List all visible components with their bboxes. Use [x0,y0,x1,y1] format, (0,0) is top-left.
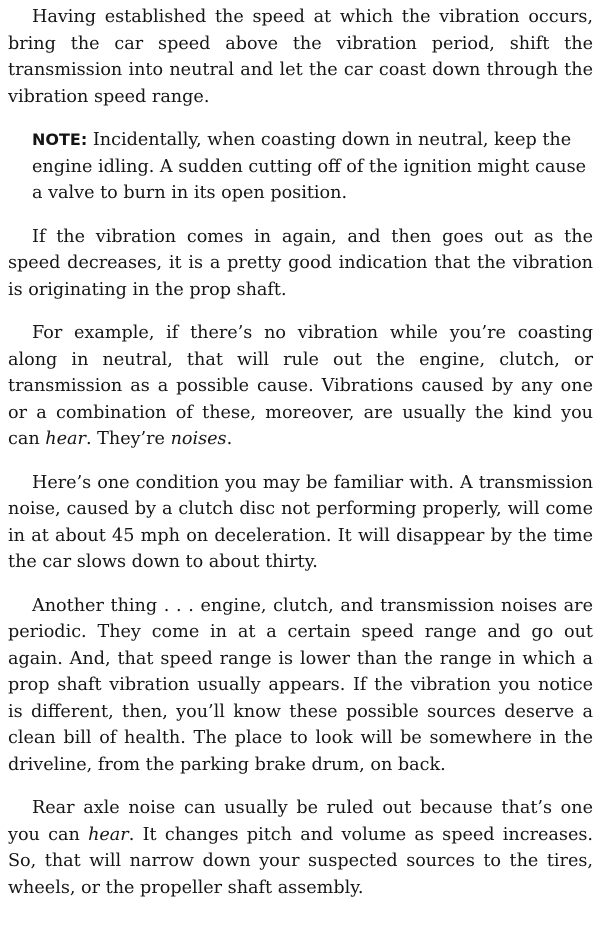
text-segment: . [226,429,233,449]
text-segment: Another thing . . . engine, clutch, and transmission noises are periodic. They come in at a certain speed range and go out again. And, that speed range is lower than the range in which a prop shaft vibration usually appears. If the vibration you notice is different, then, you’ll know these possible sources deserve a clean bill of health. The place to look will be somewhere in the driveline, from the parking brake drum, on back. [8,595,593,775]
text-segment: . They’re [85,429,171,449]
paragraph-another-thing [8,593,593,779]
emphasis-text: noises [170,429,227,449]
paragraph-vibration-returns [8,224,593,304]
emphasis-text: hear [88,824,129,845]
paragraph-speed-established [8,4,593,110]
note-label: NOTE: [32,130,88,149]
paragraph-rear-axle [8,795,593,901]
paragraph-for-example [8,320,593,453]
text-segment: Incidentally, when coasting down in neutral, keep the engine idling. A sudden cutting off of the ignition might cause a valve to burn in its open position. [32,130,587,203]
text-segment: Here’s one condition you may be familiar with. A transmission noise, caused by a clutch disc not performing properly, will come in at about 45 mph on deceleration. It will disappear by the time the car slows down to about thirty. [8,472,593,572]
text-segment: Rear axle noise can usually be ruled out because that’s one you can [8,798,593,845]
note-paragraph [8,127,593,207]
text-segment: . It changes pitch and volume as speed increases. So, that will narrow down your suspected sources to the tires, wheels, or the propeller shaft assembly. [8,824,593,898]
paragraph-clutch-disc [8,470,593,576]
text-segment: For example, if there’s no vibration while you’re coasting along in neutral, that will rule out the engine, clutch, or transmission as a possible cause. Vibrations caused by any one or a combination of these, moreover, are usually the kind you can [8,323,593,449]
emphasis-text: hear [45,429,86,449]
text-segment: Having established the speed at which the vibration occurs, bring the car speed above the vibration period, shift the transmission into neutral and let the car coast down through the vibration speed range. [8,7,593,107]
text-segment: If the vibration comes in again, and then goes out as the speed decreases, it is a pretty good indication that the vibration is originating in the prop shaft. [8,226,593,300]
